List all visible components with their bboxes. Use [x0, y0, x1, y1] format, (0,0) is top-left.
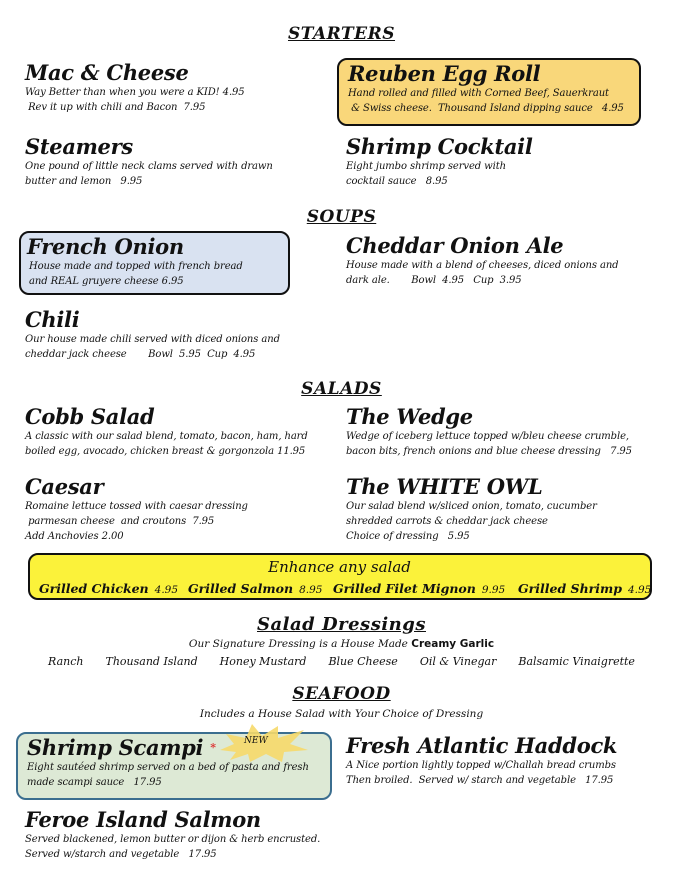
item-name: French Onion — [27, 234, 184, 259]
menu-item-mac-cheese — [25, 61, 245, 115]
addon-price: 9.95 — [481, 584, 506, 596]
seafood-note: Includes a House Salad with Your Choice of Dressing — [199, 708, 484, 720]
item-desc-line: One pound of little neck clams served with drawn — [25, 161, 273, 172]
item-desc-line: Served blackened, lemon butter or dijon & herb encrusted. — [25, 834, 321, 845]
item-name: The Wedge — [346, 404, 473, 429]
item-desc-line: cheddar jack cheese Bowl 5.95 Cup 4.95 — [25, 349, 256, 360]
addon-price: 8.95 — [299, 584, 323, 596]
item-desc-line: Add Anchovies 2.00 — [25, 531, 124, 542]
asterisk-mark: * — [210, 741, 216, 754]
section-title-salads: SALADS — [301, 379, 382, 399]
item-name: Cobb Salad — [25, 404, 155, 429]
item-desc-line: Choice of dressing 5.95 — [346, 531, 470, 542]
signature-dressing-line — [0, 638, 683, 650]
signature-dressing-name: Creamy Garlic — [411, 638, 495, 650]
item-desc-line: dark ale. Bowl 4.95 Cup 3.95 — [346, 275, 522, 286]
item-name: The WHITE OWL — [346, 474, 543, 499]
item-desc-line: boiled egg, avocado, chicken breast & gorgonzola 11.95 — [25, 446, 306, 457]
item-desc-line: cocktail sauce 8.95 — [346, 176, 448, 187]
menu-item-chili — [25, 308, 280, 362]
item-desc-line: and REAL gruyere cheese 6.95 — [29, 276, 184, 287]
dressing-list — [0, 655, 683, 668]
menu-item-fresh-atlantic-haddock — [346, 734, 617, 788]
menu-item-white-owl — [346, 475, 597, 544]
new-badge — [212, 722, 312, 764]
dressing-option: Thousand Island — [105, 655, 198, 668]
dressing-option: Blue Cheese — [328, 655, 398, 668]
item-desc-line: Our salad blend w/sliced onion, tomato, cucumber — [346, 501, 597, 512]
item-desc-line: bacon bits, french onions and blue cheese dressing 7.95 — [346, 446, 632, 457]
menu-item-cobb-salad — [25, 405, 308, 459]
menu-item-french-onion — [19, 231, 290, 295]
item-desc-line: House made with a blend of cheeses, diced onions and — [346, 260, 619, 271]
enhance-salad-box — [28, 553, 652, 600]
item-name-text: Shrimp Scampi — [27, 735, 204, 760]
item-desc-line: Rev it up with chili and Bacon 7.95 — [25, 102, 206, 113]
new-badge-label: NEW — [244, 736, 268, 746]
menu-item-shrimp-cocktail — [346, 135, 533, 189]
section-title-seafood: SEAFOOD — [292, 684, 391, 704]
item-desc-line: Then broiled. Served w/ starch and vegetable 17.95 — [346, 775, 614, 786]
menu-item-reuben-egg-roll — [337, 58, 641, 126]
dressing-option: Ranch — [48, 655, 84, 668]
item-name: Steamers — [25, 134, 133, 159]
item-desc-line: House made and topped with french bread — [29, 261, 243, 272]
item-name: Fresh Atlantic Haddock — [346, 733, 618, 758]
item-desc-line: Our house made chili served with diced onions and — [25, 334, 280, 345]
addon-grilled-filet-mignon — [333, 581, 505, 596]
addon-name: Grilled Chicken — [39, 581, 149, 596]
item-desc-line: shredded carrots & cheddar jack cheese — [346, 516, 548, 527]
item-desc-line: A Nice portion lightly topped w/Challah bread crumbs — [346, 760, 616, 771]
item-name: Reuben Egg Roll — [348, 61, 541, 86]
enhance-title: Enhance any salad — [268, 558, 411, 576]
item-desc-line: Wedge of iceberg lettuce topped w/bleu cheese crumble, — [346, 431, 629, 442]
item-name: Mac & Cheese — [25, 60, 189, 85]
item-desc-line: parmesan cheese and croutons 7.95 — [25, 516, 215, 527]
addon-price: 4.95 — [154, 584, 179, 596]
item-desc-line: made scampi sauce 17.95 — [27, 777, 162, 788]
item-desc-line: A classic with our salad blend, tomato, bacon, ham, hard — [25, 431, 308, 442]
addon-grilled-shrimp — [518, 581, 651, 596]
dressing-option: Oil & Vinegar — [419, 655, 497, 668]
item-name: Chili — [25, 307, 80, 332]
addon-name: Grilled Shrimp — [518, 581, 622, 596]
item-name: Caesar — [25, 474, 104, 499]
menu-item-cheddar-onion-ale — [346, 234, 618, 288]
section-title-salad-dressings: Salad Dressings — [257, 614, 426, 635]
item-desc-line: Eight jumbo shrimp served with — [346, 161, 506, 172]
addon-price: 4.95 — [627, 584, 652, 596]
item-desc-line: Eight sautéed shrimp served on a bed of pasta and fresh — [27, 762, 309, 773]
menu-item-caesar — [25, 475, 248, 544]
item-name: Feroe Island Salmon — [25, 807, 261, 832]
signature-prefix: Our Signature Dressing is a House Made — [188, 638, 412, 650]
item-desc-line: & Swiss cheese. Thousand Island dipping sauce 4.95 — [348, 103, 624, 114]
item-desc-line: butter and lemon 9.95 — [25, 176, 143, 187]
item-desc-line: Hand rolled and filled with Corned Beef, Sauerkraut — [348, 88, 609, 99]
section-title-soups: SOUPS — [306, 207, 377, 227]
dressing-option: Honey Mustard — [219, 655, 307, 668]
addon-name: Grilled Salmon — [188, 581, 294, 596]
item-name: Cheddar Onion Ale — [346, 233, 564, 258]
dressing-option: Balsamic Vinaigrette — [518, 655, 635, 668]
addon-grilled-chicken — [39, 581, 178, 596]
item-desc-line: Romaine lettuce tossed with caesar dressing — [25, 501, 248, 512]
menu-item-feroe-island-salmon — [25, 808, 320, 862]
menu-item-the-wedge — [346, 405, 632, 459]
addon-name: Grilled Filet Mignon — [333, 581, 476, 596]
menu-item-steamers — [25, 135, 273, 189]
item-desc-line: Way Better than when you were a KID! 4.95 — [25, 87, 245, 98]
item-name: Shrimp Cocktail — [346, 134, 533, 159]
section-title-starters: STARTERS — [287, 24, 396, 44]
item-desc-line: Served w/starch and vegetable 17.95 — [25, 849, 217, 860]
addon-grilled-salmon — [188, 581, 322, 596]
